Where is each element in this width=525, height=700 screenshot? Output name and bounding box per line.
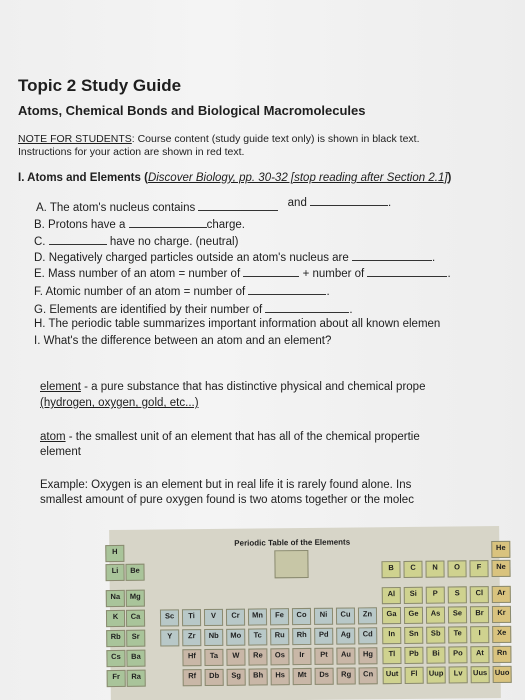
element-cell-sb: Sb <box>426 627 445 644</box>
question-g-text: G. Elements are identified by their number of <box>34 304 263 316</box>
page-title: Topic 2 Study Guide <box>18 76 182 95</box>
element-cell-ds: Ds <box>315 668 334 685</box>
element-cell-rb: Rb <box>106 630 125 647</box>
element-cell-ga: Ga <box>382 607 401 624</box>
question-a-and: and <box>287 197 307 209</box>
element-cell-au: Au <box>336 647 355 664</box>
element-cell-pd: Pd <box>314 628 333 645</box>
element-cell-rg: Rg <box>337 667 356 684</box>
question-g-end: . <box>349 304 353 316</box>
element-cell-cs: Cs <box>106 650 125 667</box>
element-cell-ru: Ru <box>270 628 289 645</box>
answer-blank[interactable] <box>129 217 207 228</box>
element-cell-cl: Cl <box>470 586 489 603</box>
question-e-mid: + number of <box>302 268 365 280</box>
element-cell-kr: Kr <box>492 606 511 623</box>
question-b <box>34 217 245 231</box>
element-cell-co: Co <box>292 608 311 625</box>
element-cell-mn: Mn <box>248 608 267 625</box>
question-c-text: C. <box>34 236 46 248</box>
element-cell-ti: Ti <box>182 609 201 626</box>
element-cell-w: W <box>226 649 245 666</box>
atom-definition <box>40 431 420 443</box>
element-cell-b: B <box>381 561 400 578</box>
question-a-text: A. The atom's nucleus contains <box>36 202 196 214</box>
element-cell-tc: Tc <box>248 628 267 645</box>
element-cell-xe: Xe <box>492 626 511 643</box>
note-label: NOTE FOR STUDENTS <box>18 133 132 145</box>
question-i: I. What's the difference between an atom and an element? <box>34 335 332 347</box>
answer-blank[interactable] <box>310 195 388 206</box>
element-cell-te: Te <box>448 626 467 643</box>
element-cell-sc: Sc <box>160 609 179 626</box>
element-cell-v: V <box>204 609 223 626</box>
element-cell-ge: Ge <box>404 607 423 624</box>
element-cell-rn: Rn <box>492 646 511 663</box>
element-cell-hs: Hs <box>271 668 290 685</box>
legend-box <box>274 550 308 578</box>
section-heading-text: I. Atoms and Elements ( <box>18 172 148 184</box>
answer-blank[interactable] <box>265 302 349 313</box>
element-examples: (hydrogen, oxygen, gold, etc...) <box>40 397 199 409</box>
element-cell-be: Be <box>125 564 144 581</box>
question-e <box>34 266 451 280</box>
element-cell-hf: Hf <box>182 649 201 666</box>
question-b-text: B. Protons have a <box>34 219 126 231</box>
question-h: H. The periodic table summarizes important information about all known elemen <box>34 318 441 330</box>
element-cell-pt: Pt <box>314 648 333 665</box>
element-cell-fr: Fr <box>107 670 126 687</box>
question-d <box>34 250 435 264</box>
element-cell-p: P <box>426 587 445 604</box>
element-cell-mg: Mg <box>126 590 145 607</box>
element-cell-zn: Zn <box>358 607 377 624</box>
element-cell-li: Li <box>105 564 124 581</box>
element-cell-ra: Ra <box>127 670 146 687</box>
element-cell-re: Re <box>248 648 267 665</box>
element-cell-tl: Tl <box>382 647 401 664</box>
atom-definition-line2: element <box>40 446 81 458</box>
example-line-2: smallest amount of pure oxygen found is two atoms together or the molec <box>40 494 414 506</box>
element-cell-se: Se <box>448 606 467 623</box>
element-cell-os: Os <box>270 648 289 665</box>
element-cell-lv: Lv <box>449 666 468 683</box>
atom-term: atom <box>40 431 66 443</box>
periodic-table-title: Periodic Table of the Elements <box>234 537 351 548</box>
element-cell-po: Po <box>448 646 467 663</box>
element-cell-ta: Ta <box>204 649 223 666</box>
element-cell-n: N <box>425 561 444 578</box>
element-cell-ne: Ne <box>491 560 510 577</box>
element-cell-rf: Rf <box>183 669 202 686</box>
page-subtitle: Atoms, Chemical Bonds and Biological Macromolecules <box>18 103 366 118</box>
answer-blank[interactable] <box>367 266 447 277</box>
element-cell-c: C <box>403 561 422 578</box>
element-cell-uuo: Uuo <box>493 666 512 683</box>
element-cell-hg: Hg <box>358 647 377 664</box>
element-cell-zr: Zr <box>182 629 201 646</box>
element-cell-o: O <box>447 560 466 577</box>
student-note-line2: Instructions for your action are shown in red text. <box>18 146 245 158</box>
element-definition <box>40 381 425 393</box>
element-cell-sr: Sr <box>126 630 145 647</box>
element-cell-h: H <box>105 545 124 562</box>
answer-blank[interactable] <box>352 250 432 261</box>
element-cell-rh: Rh <box>292 628 311 645</box>
question-f <box>34 284 330 298</box>
element-cell-i: I <box>470 626 489 643</box>
element-cell-he: He <box>491 541 510 558</box>
element-cell-fe: Fe <box>270 608 289 625</box>
question-b-end: charge. <box>206 219 245 231</box>
element-cell-at: At <box>470 646 489 663</box>
element-cell-cu: Cu <box>336 607 355 624</box>
element-cell-ir: Ir <box>292 648 311 665</box>
note-text: : Course content (study guide text only) is shown in black text. <box>131 133 420 145</box>
question-f-text: F. Atomic number of an atom = number of <box>34 286 246 298</box>
element-cell-db: Db <box>205 669 224 686</box>
question-c-end: have no charge. (neutral) <box>109 236 239 248</box>
element-cell-ba: Ba <box>126 650 145 667</box>
element-cell-cr: Cr <box>226 609 245 626</box>
element-cell-mt: Mt <box>293 668 312 685</box>
element-cell-fl: Fl <box>405 667 424 684</box>
answer-blank[interactable] <box>198 200 278 211</box>
question-d-text: D. Negatively charged particles outside an atom's nucleus are <box>34 252 349 264</box>
element-cell-ca: Ca <box>126 610 145 627</box>
element-cell-al: Al <box>382 587 401 604</box>
element-cell-cd: Cd <box>358 627 377 644</box>
element-cell-f: F <box>469 560 488 577</box>
question-f-end: . <box>326 286 330 298</box>
question-e-end: . <box>447 268 451 280</box>
reading-link[interactable]: Discover Biology, pp. 30-32 [stop reading after Section 2.1] <box>147 172 448 184</box>
answer-blank[interactable] <box>248 284 326 295</box>
element-cell-ag: Ag <box>336 627 355 644</box>
element-cell-in: In <box>382 627 401 644</box>
periodic-table-image <box>109 526 510 700</box>
element-cell-uus: Uus <box>471 666 490 683</box>
example-line-1: Example: Oxygen is an element but in real life it is rarely found alone. Ins <box>40 479 412 491</box>
question-a <box>36 197 392 214</box>
element-cell-bh: Bh <box>249 668 268 685</box>
element-cell-ni: Ni <box>314 608 333 625</box>
element-cell-cn: Cn <box>359 667 378 684</box>
element-cell-mo: Mo <box>226 629 245 646</box>
section-heading <box>18 172 451 184</box>
element-cell-sg: Sg <box>227 669 246 686</box>
question-c <box>34 234 238 248</box>
question-a-end: . <box>388 197 392 209</box>
element-cell-sn: Sn <box>404 627 423 644</box>
atom-definition-text: - the smallest unit of an element that has all of the chemical propertie <box>65 431 420 443</box>
element-cell-uup: Uup <box>427 667 446 684</box>
element-cell-ar: Ar <box>492 586 511 603</box>
element-definition-text: - a pure substance that has distinctive physical and chemical prope <box>80 381 426 393</box>
element-cell-na: Na <box>106 590 125 607</box>
element-cell-y: Y <box>160 629 179 646</box>
element-cell-pb: Pb <box>404 647 423 664</box>
question-g <box>34 302 353 316</box>
element-cell-si: Si <box>404 587 423 604</box>
student-note <box>18 133 420 145</box>
element-cell-uut: Uut <box>383 667 402 684</box>
element-cell-bi: Bi <box>426 647 445 664</box>
answer-blank[interactable] <box>243 266 299 277</box>
answer-blank[interactable] <box>49 234 107 245</box>
element-cell-s: S <box>448 586 467 603</box>
element-cell-k: K <box>106 610 125 627</box>
section-heading-close: ) <box>447 172 452 184</box>
question-e-text: E. Mass number of an atom = number of <box>34 268 241 280</box>
element-cell-as: As <box>426 607 445 624</box>
element-cell-br: Br <box>470 606 489 623</box>
element-term: element <box>40 381 81 393</box>
question-d-end: . <box>431 252 436 264</box>
element-cell-nb: Nb <box>204 629 223 646</box>
